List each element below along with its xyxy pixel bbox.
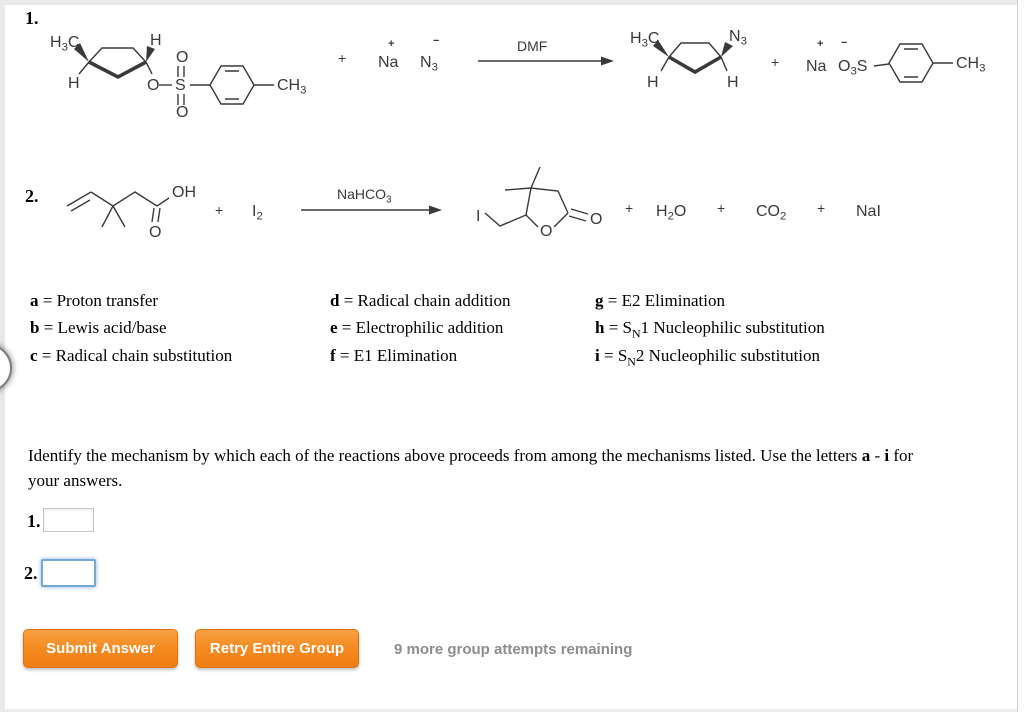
reaction-2-scheme (0, 150, 1024, 280)
reaction-2-product-structure (476, 167, 602, 240)
sodium-label: Na (806, 58, 827, 75)
azide-label: $N_3$ (420, 54, 438, 74)
reaction-1-scheme (0, 0, 1024, 150)
mechanism-option-g: g = E2 Elimination (595, 291, 725, 310)
answer-2-input[interactable] (41, 559, 96, 587)
question-text: Identify the mechanism by which each of the reactions above proceeds from among the mechanisms listed. Use the letters a - i for your answers. (28, 446, 914, 490)
minus-charge: − (433, 35, 440, 47)
minus-charge: − (841, 37, 848, 49)
retry-entire-group-button[interactable]: Retry Entire Group (195, 629, 359, 668)
plus-sign: + (771, 54, 780, 70)
submit-answer-button[interactable]: Submit Answer (23, 629, 178, 668)
plus-sign: + (625, 200, 634, 216)
atom-label-h: H (68, 75, 80, 92)
plus-charge: + (817, 38, 824, 50)
answer-2-label: 2. (24, 563, 38, 583)
atom-label-ch3: $CH_3$ (277, 77, 307, 97)
mechanism-option-f: f = E1 Elimination (330, 346, 458, 365)
mechanism-option-h: $h = S_N1$ Nucleophilic substitution (595, 318, 825, 341)
mechanism-option-i: $i = S_N2$ Nucleophilic substitution (595, 346, 821, 369)
attempts-remaining-text: 9 more group attempts remaining (394, 641, 633, 658)
reaction-1-number: 1. (25, 8, 39, 28)
reaction-2-reactant-structure (67, 184, 196, 241)
reaction-1-salt-structure (806, 37, 985, 82)
atom-label-h: H (647, 74, 659, 91)
atom-label-o: O (590, 211, 603, 228)
left-edge-widget[interactable] (0, 344, 12, 392)
plus-sign: + (817, 200, 826, 216)
sodium-label: Na (378, 54, 399, 71)
sulfonate-label: $O_3S$ (838, 58, 868, 78)
atom-label-i: I (476, 208, 481, 225)
plus-charge: + (388, 38, 395, 50)
reaction-2-number: 2. (25, 186, 39, 206)
atom-label-n3: $N_3$ (729, 28, 747, 48)
reagent-label-nahco3: NaHCO$_3$ (337, 186, 392, 206)
atom-label-o: O (176, 49, 189, 66)
iodine-label: $I_2$ (252, 203, 263, 223)
atom-label-oh: OH (172, 184, 196, 201)
water-label: $H_2O$ (656, 203, 687, 223)
reaction-1-product-structure (630, 28, 747, 91)
co2-label: $CO_2$ (756, 203, 787, 223)
atom-label-o: O (176, 104, 189, 121)
reaction-2-arrow (301, 186, 442, 215)
plus-sign: + (717, 200, 726, 216)
reaction-1-arrow (478, 38, 614, 66)
atom-label-h: H (727, 74, 739, 91)
atom-label-h: H (150, 32, 162, 49)
mechanism-option-a: a = Proton transfer (30, 291, 159, 310)
atom-label-h3c: $H_3C$ (50, 34, 80, 54)
mechanism-option-d: d = Radical chain addition (330, 291, 511, 310)
atom-label-o: O (147, 77, 160, 94)
atom-label-s: S (175, 77, 186, 94)
atom-label-o: O (149, 224, 162, 241)
answer-1-label: 1. (27, 511, 41, 531)
reagent-label-dmf: DMF (517, 38, 548, 54)
reaction-1-reactant-structure (50, 32, 306, 121)
plus-sign: + (215, 202, 224, 218)
atom-label-o: O (540, 223, 553, 240)
atom-label-ch3: $CH_3$ (956, 55, 986, 75)
mechanism-option-b: b = Lewis acid/base (30, 318, 167, 337)
atom-label-h3c: $H_3C$ (630, 30, 660, 50)
answer-1-input[interactable] (43, 508, 94, 532)
plus-sign: + (338, 50, 347, 66)
mechanism-option-c: c = Radical chain substitution (30, 346, 233, 365)
mechanism-option-e: e = Electrophilic addition (330, 318, 504, 337)
nai-label: NaI (856, 203, 881, 220)
